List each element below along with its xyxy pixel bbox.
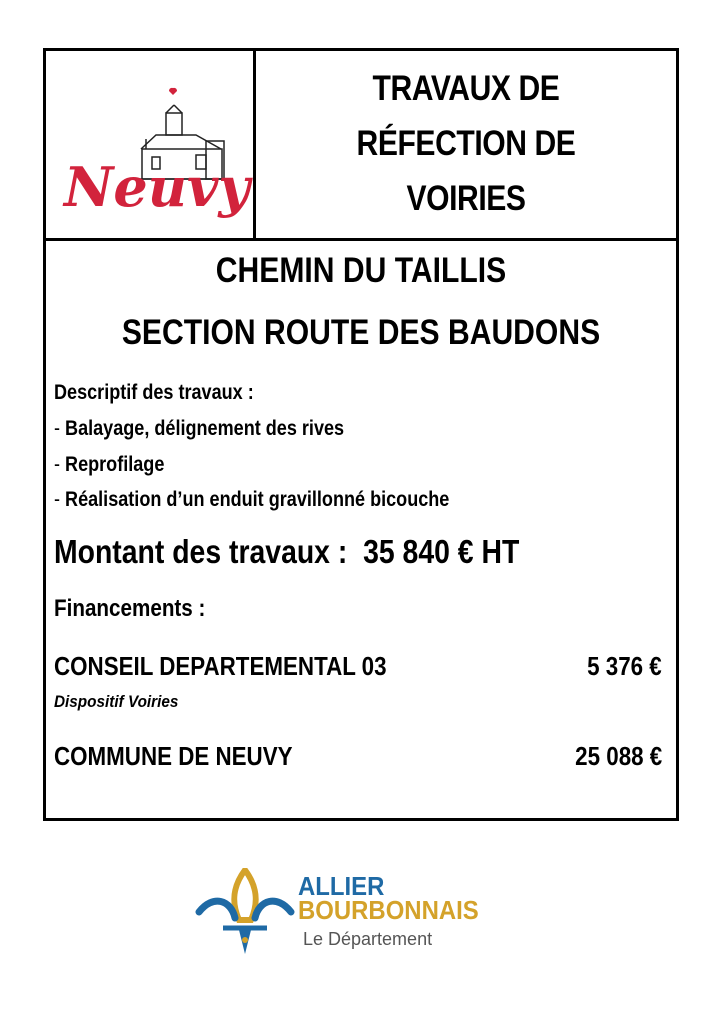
poster-frame: [43, 48, 679, 821]
funder-name: CONSEIL DEPARTEMENTAL 03: [54, 651, 387, 681]
description-item: - Reprofilage: [54, 453, 165, 476]
title-line-1: TRAVAUX DE: [372, 69, 560, 108]
description-item: - Balayage, délignement des rives: [54, 417, 345, 440]
project-line-1: CHEMIN DU TAILLIS: [215, 251, 507, 290]
funder-note: Dispositif Voiries: [54, 692, 179, 711]
departement-text: Le Département: [303, 929, 433, 949]
financing-heading: Financements :: [54, 595, 206, 622]
description-item: - Réalisation d’un enduit gravillonné bicouche: [54, 488, 450, 511]
header-row: [46, 51, 676, 241]
amount-label: Montant des travaux :: [54, 533, 348, 570]
funder-name: COMMUNE DE NEUVY: [54, 741, 293, 771]
bourbonnais-text: BOURBONNAIS: [298, 895, 479, 925]
amount-value: 35 840 € HT: [363, 533, 520, 570]
funder-amount: 5 376 €: [587, 651, 662, 681]
funder-amount: 25 088 €: [574, 741, 662, 771]
title-line-2: RÉFECTION DE: [356, 124, 576, 163]
title-line-3: VOIRIES: [406, 179, 526, 218]
svg-text:Neuvy: Neuvy: [64, 155, 250, 219]
neuvy-wordmark: [46, 51, 253, 238]
allier-bourbonnais-logo: [195, 868, 535, 963]
fleur-de-lis-icon: [195, 868, 295, 963]
allier-text: ALLIER: [298, 871, 385, 901]
amount-line: [54, 533, 519, 571]
description-heading: Descriptif des travaux :: [54, 381, 254, 404]
neuvy-logo: [46, 51, 256, 238]
project-line-2: SECTION ROUTE DES BAUDONS: [121, 313, 601, 352]
title-block: [256, 51, 676, 238]
